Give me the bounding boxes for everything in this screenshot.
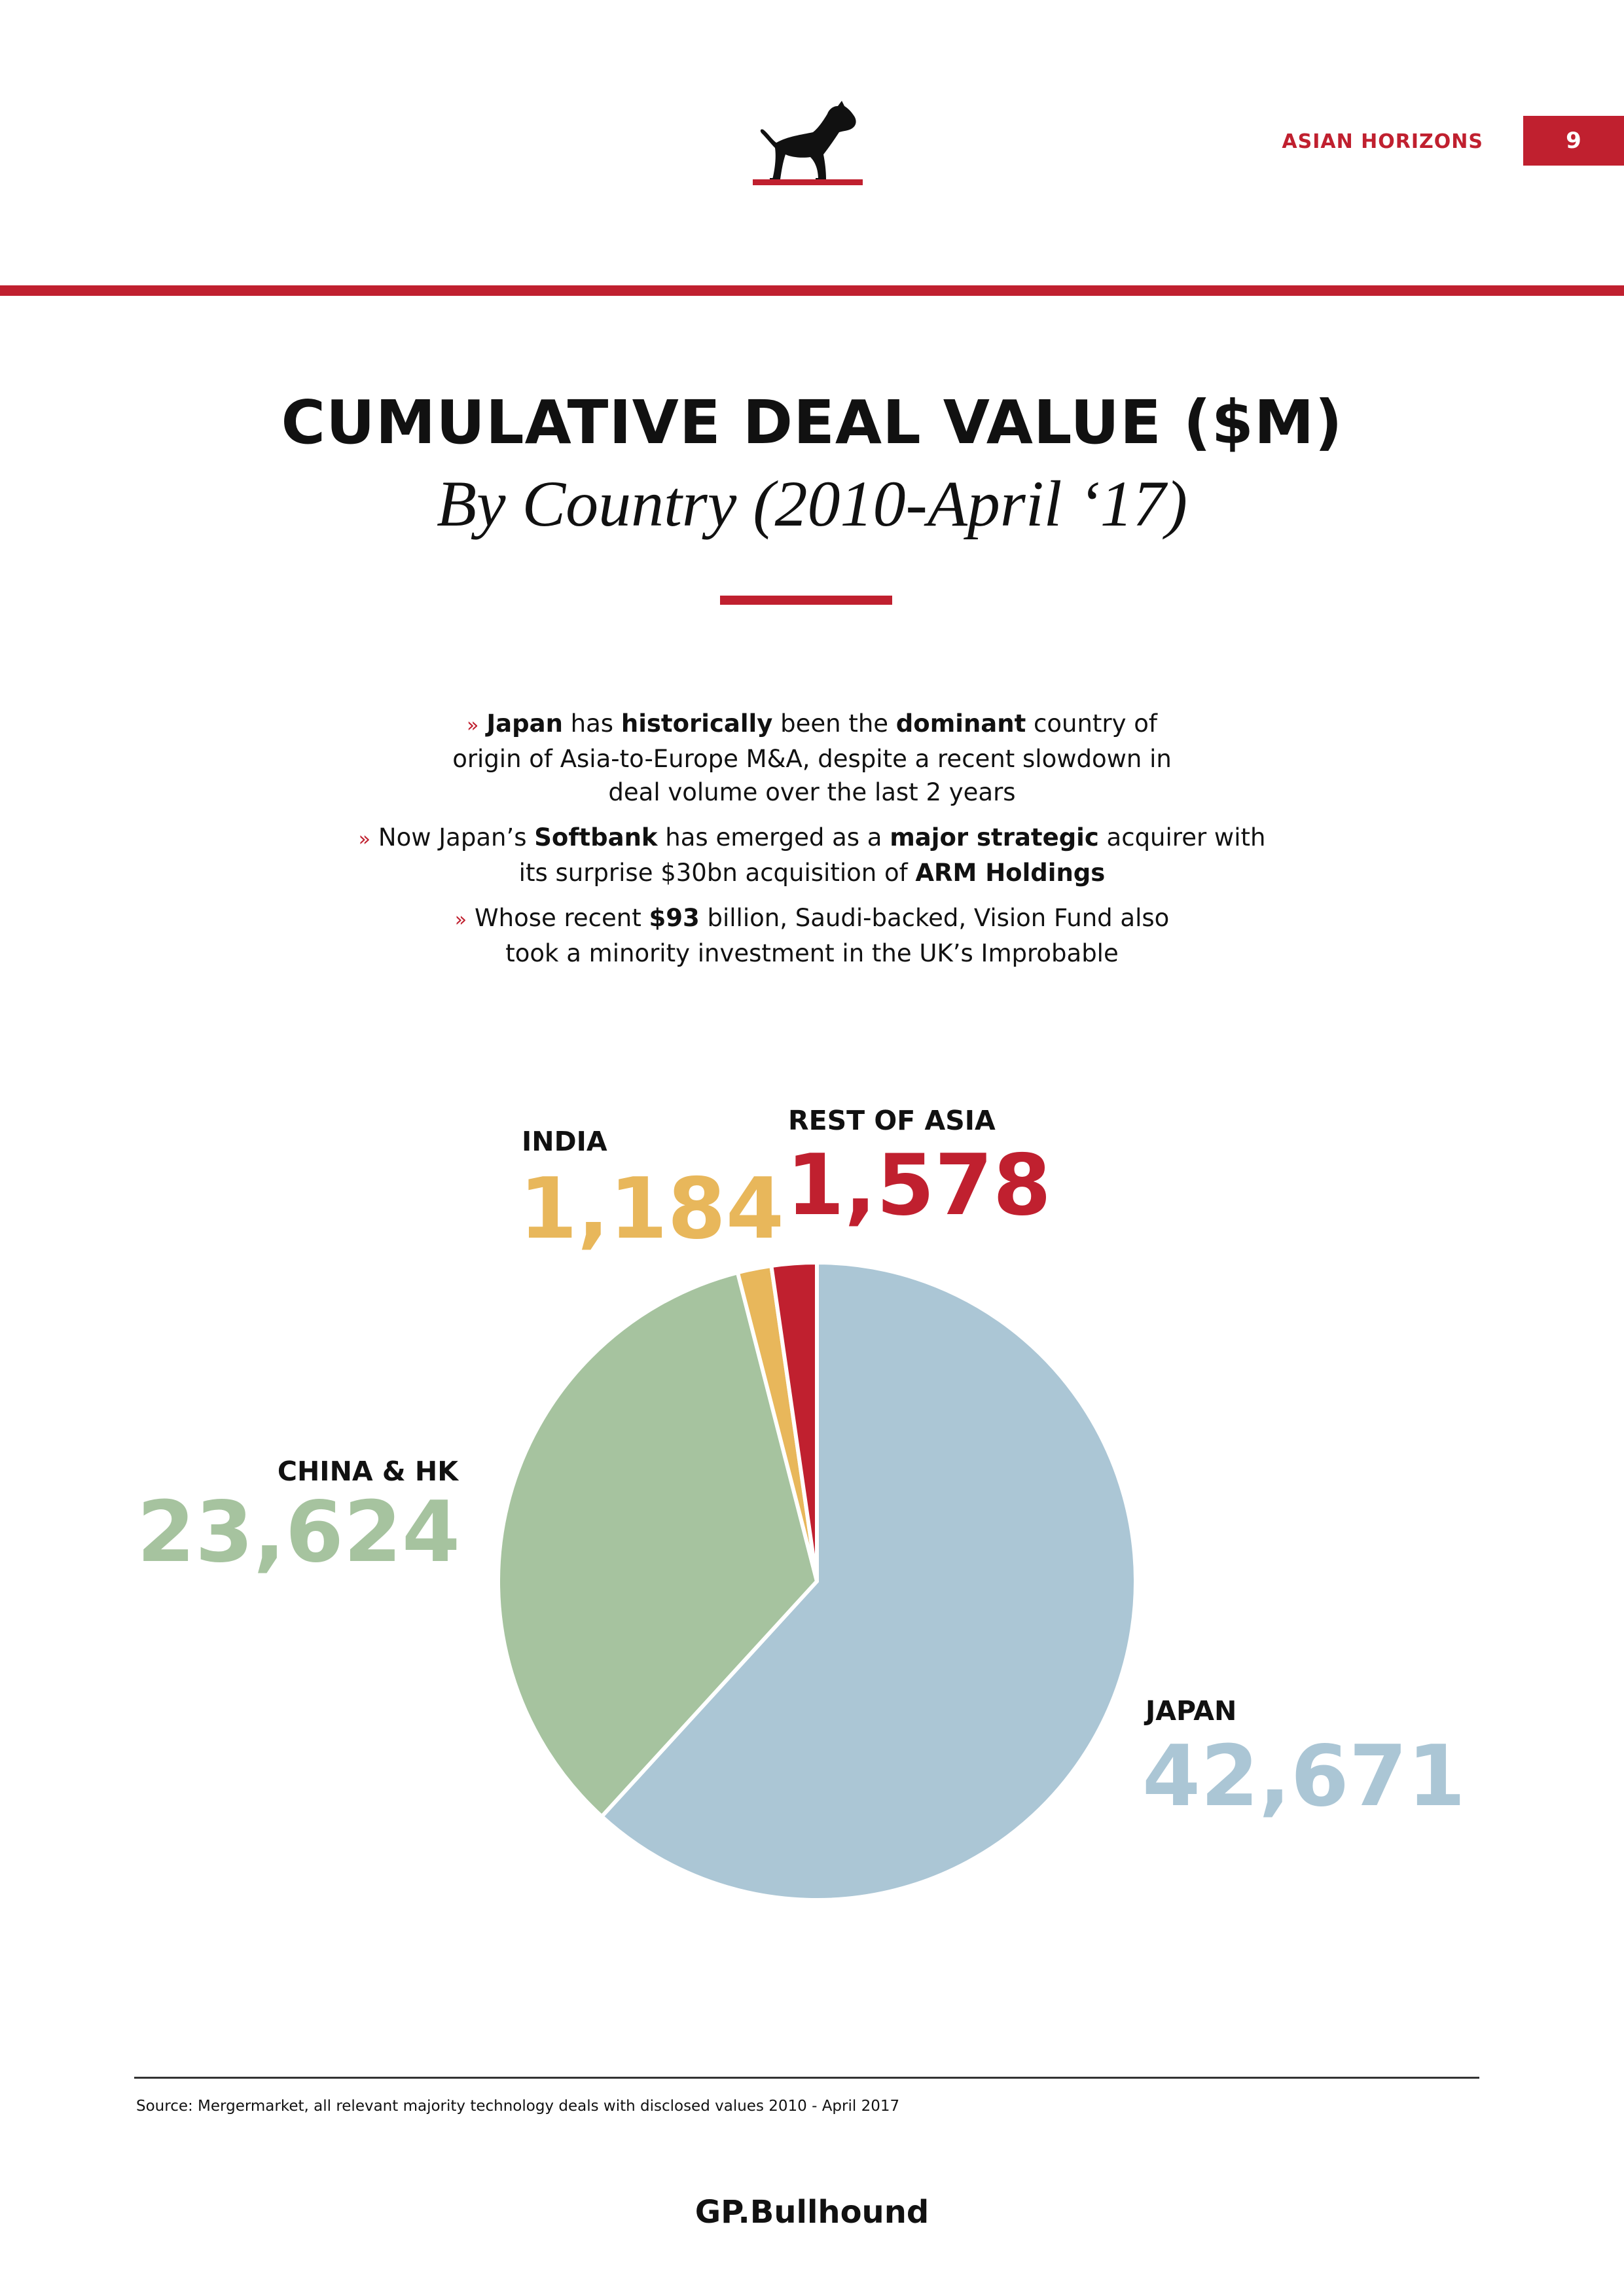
bullet-emphasis: Japan bbox=[486, 709, 563, 738]
label-japan: JAPAN bbox=[1146, 1695, 1237, 1727]
bullet-emphasis: historically bbox=[621, 709, 773, 738]
bullet-text: has bbox=[562, 709, 621, 738]
bullet-emphasis: $93 bbox=[649, 904, 700, 932]
page-subtitle: By Country (2010-April ‘17) bbox=[436, 467, 1188, 540]
brand-wordmark: GP.Bullhound bbox=[695, 2194, 929, 2231]
label-rest-of-asia: REST OF ASIA bbox=[788, 1105, 996, 1136]
bullet-text: acquirer with its surprise $30bn acquisition of bbox=[518, 823, 1266, 887]
chevron-bullet-icon: » bbox=[454, 908, 467, 931]
bullet-emphasis: dominant bbox=[895, 709, 1026, 738]
label-india: INDIA bbox=[522, 1126, 607, 1157]
bullet-emphasis: ARM Holdings bbox=[915, 859, 1106, 887]
value-rest-of-asia: 1,578 bbox=[786, 1137, 1051, 1234]
bullet-text: country of origin of Asia-to-Europe M&A, despite a recent slowdown in deal volume over the last 2 years bbox=[452, 709, 1172, 806]
bullet-text: has emerged as a bbox=[657, 823, 890, 852]
section-name: ASIAN HORIZONS bbox=[1282, 130, 1483, 153]
bullet-text: been the bbox=[772, 709, 896, 738]
chevron-bullet-icon: » bbox=[358, 828, 370, 851]
bullet-emphasis: major strategic bbox=[890, 823, 1099, 852]
bullet-text: Whose recent bbox=[475, 904, 649, 932]
bullet-text: billion, Saudi-backed, Vision Fund also took a minority investment in the UK’s Improbable bbox=[505, 904, 1170, 967]
value-japan: 42,671 bbox=[1142, 1728, 1466, 1825]
chevron-bullet-icon: » bbox=[467, 714, 479, 737]
label-china-hk: CHINA & HK bbox=[277, 1456, 458, 1487]
page-number: 9 bbox=[1523, 116, 1624, 166]
bullet-text: Now Japan’s bbox=[378, 823, 535, 852]
source-note: Source: Mergermarket, all relevant majority technology deals with disclosed values 2010 - April 2017 bbox=[136, 2098, 900, 2115]
page-title: CUMULATIVE DEAL VALUE ($M) bbox=[281, 387, 1343, 457]
bullet-emphasis: Softbank bbox=[534, 823, 658, 852]
value-china-hk: 23,624 bbox=[137, 1484, 460, 1581]
source-divider bbox=[134, 2077, 1479, 2079]
value-india: 1,184 bbox=[519, 1160, 784, 1258]
